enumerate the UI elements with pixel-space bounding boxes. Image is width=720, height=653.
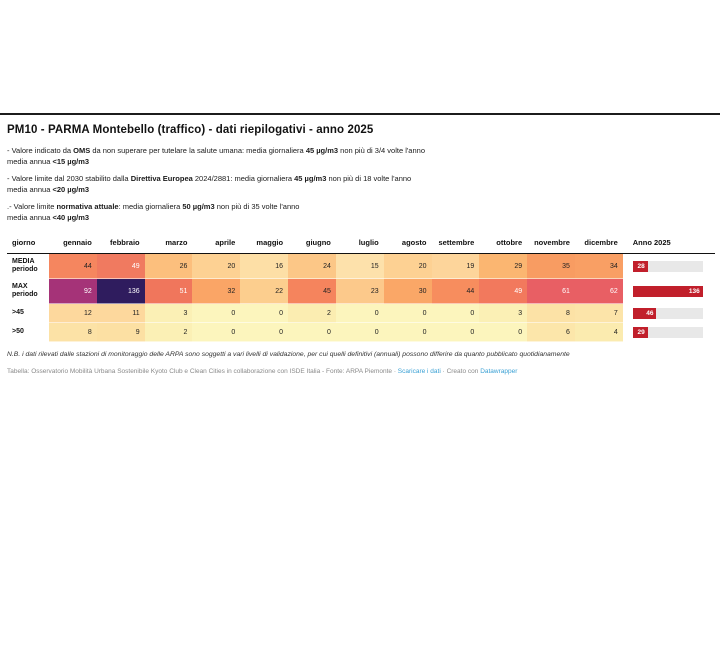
limit-note-oms: - Valore indicato da OMS da non superare per tutelare la salute umana: media giornaliera 45 µg/m3 non più di 3/4 volte l'anno media annua <15 µg/m3 [7,146,425,166]
table-row [7,279,715,304]
column-header-aprile: aprile [192,231,240,254]
column-header-maggio: maggio [240,231,288,254]
column-header-luglio: luglio [336,231,384,254]
column-header-giugno: giugno [288,231,336,254]
value-cell: 9 [97,323,145,342]
table-row [7,304,715,323]
value-cell: 0 [336,323,384,342]
value-cell: 22 [240,279,288,304]
value-cell: 2 [145,323,193,342]
value-cell: 8 [527,304,575,323]
attribution-line: Tabella: Osservatorio Mobilità Urbana Sostenibile Kyoto Club e Clean Cities in collaborazione con ISDE Italia - Fonte: ARPA Piemonte · Scaricare i dati · Creato con Datawrapper [7,368,518,375]
value-cell: 16 [240,254,288,279]
value-cell: 136 [97,279,145,304]
annual-bar-fill: 136 [633,286,703,297]
column-header-settembre: settembre [432,231,480,254]
value-cell: 0 [432,304,480,323]
value-cell: 35 [527,254,575,279]
column-header-anno-2025: Anno 2025 [623,231,715,254]
annual-bar-fill: 28 [633,261,648,272]
datawrapper-link[interactable]: Datawrapper [480,368,518,375]
value-cell: 34 [575,254,623,279]
value-cell: 0 [192,304,240,323]
value-cell: 20 [192,254,240,279]
table-row [7,254,715,279]
annual-bar-fill: 46 [633,308,657,319]
limit-note-current-law: .- Valore limite normativa attuale: media giornaliera 50 µg/m3 non più di 35 volte l'anno media annua <40 µg/m3 [7,202,300,222]
value-cell: 0 [288,323,336,342]
value-cell: 20 [384,254,432,279]
value-cell: 8 [49,323,97,342]
value-cell: 30 [384,279,432,304]
row-label: MAX periodo [7,279,49,304]
table-row [7,323,715,342]
annual-bar-track [633,286,703,297]
column-header-gennaio: gennaio [49,231,97,254]
value-cell: 44 [49,254,97,279]
annual-bar-track [633,327,703,338]
page-title: PM10 - PARMA Montebello (traffico) - dati riepilogativi - anno 2025 [7,124,374,136]
value-cell: 0 [336,304,384,323]
row-label: MEDIA periodo [7,254,49,279]
column-header-ottobre: ottobre [479,231,527,254]
column-header-novembre: novembre [527,231,575,254]
annual-bar-cell [623,323,715,342]
column-header-agosto: agosto [384,231,432,254]
annual-bar-track [633,261,703,272]
column-header-dicembre: dicembre [575,231,623,254]
value-cell: 49 [97,254,145,279]
value-cell: 6 [527,323,575,342]
column-header-febbraio: febbraio [97,231,145,254]
value-cell: 3 [145,304,193,323]
value-cell: 2 [288,304,336,323]
annual-bar-cell [623,279,715,304]
value-cell: 0 [384,304,432,323]
validation-disclaimer: N.B. i dati rilevati dalle stazioni di monitoraggio delle ARPA sono soggetti a vari livelli di validazione, per cui quelli definitivi (annuali) possono differire da quanto pubblicato quotidianamente [7,351,570,358]
attribution-text: Tabella: Osservatorio Mobilità Urbana Sostenibile Kyoto Club e Clean Cities in collaborazione con ISDE Italia - Fonte: ARPA Piemonte · [7,368,398,375]
limit-note-eu-directive: - Valore limite dal 2030 stabilito dalla Direttiva Europea 2024/2881: media giornaliera 45 µg/m3 non più di 18 volte l'anno media annua <20 µg/m3 [7,174,412,194]
download-data-link[interactable]: Scaricare i dati [397,368,441,375]
value-cell: 12 [49,304,97,323]
value-cell: 0 [479,323,527,342]
pm10-summary-table [7,231,715,342]
value-cell: 3 [479,304,527,323]
value-cell: 0 [384,323,432,342]
annual-bar-fill: 29 [633,327,648,338]
pm10-report [0,115,720,375]
value-cell: 51 [145,279,193,304]
value-cell: 29 [479,254,527,279]
value-cell: 62 [575,279,623,304]
value-cell: 19 [432,254,480,279]
row-label: >50 [7,323,49,342]
value-cell: 7 [575,304,623,323]
value-cell: 0 [432,323,480,342]
value-cell: 0 [192,323,240,342]
table-header-row [7,231,715,254]
value-cell: 45 [288,279,336,304]
value-cell: 24 [288,254,336,279]
value-cell: 23 [336,279,384,304]
value-cell: 49 [479,279,527,304]
column-header-marzo: marzo [145,231,193,254]
value-cell: 26 [145,254,193,279]
value-cell: 0 [240,323,288,342]
value-cell: 44 [432,279,480,304]
value-cell: 15 [336,254,384,279]
column-header-giorno: giorno [7,231,49,254]
value-cell: 4 [575,323,623,342]
value-cell: 0 [240,304,288,323]
value-cell: 11 [97,304,145,323]
value-cell: 92 [49,279,97,304]
annual-bar-cell [623,254,715,279]
row-label: >45 [7,304,49,323]
value-cell: 61 [527,279,575,304]
annual-bar-track [633,308,703,319]
annual-bar-cell [623,304,715,323]
value-cell: 32 [192,279,240,304]
